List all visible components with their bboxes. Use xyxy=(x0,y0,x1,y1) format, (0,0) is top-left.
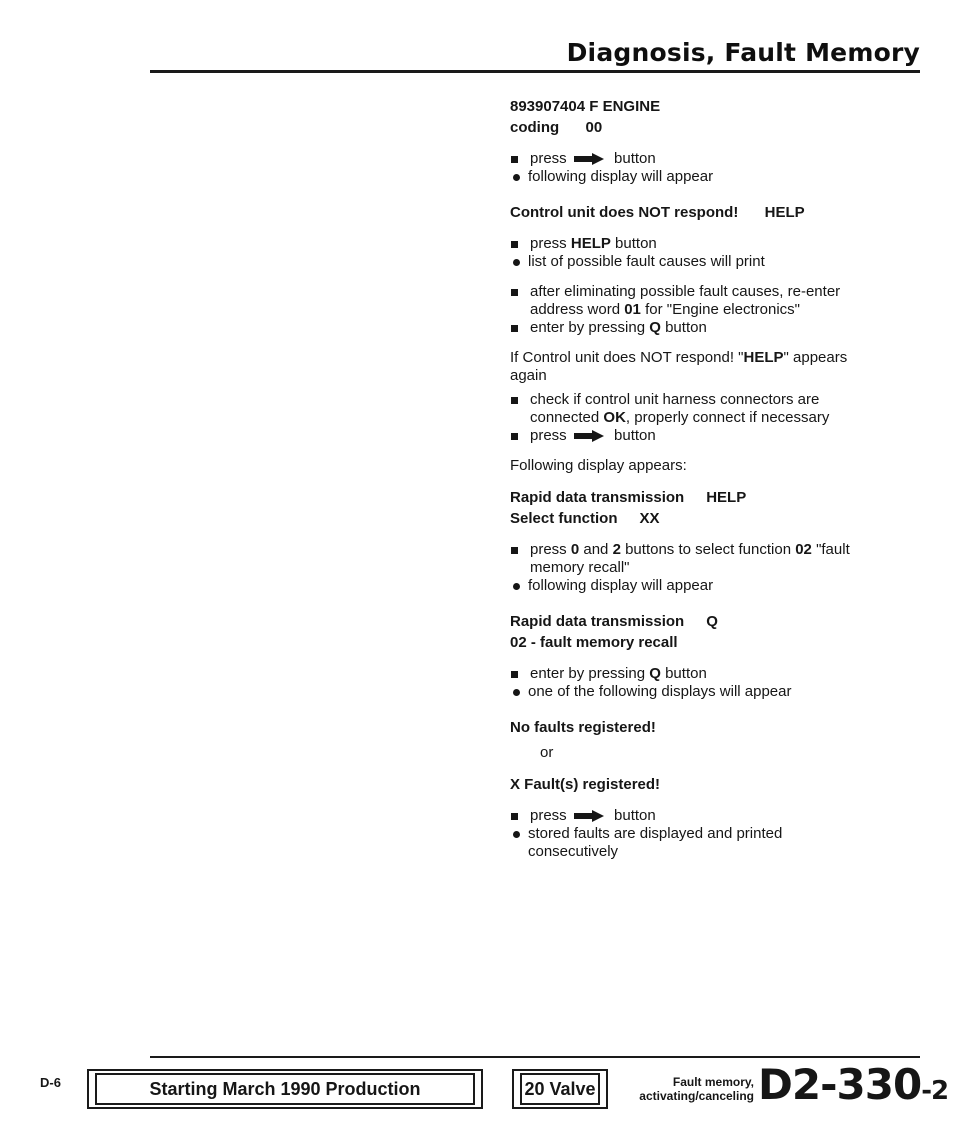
display-readout-3-line-1: Rapid data transmission Q xyxy=(510,613,718,630)
square-bullet-icon xyxy=(511,813,518,820)
display-readout-2-line-1: Rapid data transmission HELP xyxy=(510,489,747,506)
square-bullet-icon xyxy=(511,397,518,404)
sub-step: following display will appear xyxy=(510,168,910,186)
arrow-button-icon xyxy=(574,430,604,442)
display-readout-2-line-2: Select function XX xyxy=(510,510,660,527)
page-title: Diagnosis, Fault Memory xyxy=(566,38,920,67)
footer-divider xyxy=(150,1056,920,1058)
header-divider xyxy=(150,70,920,73)
round-bullet-icon xyxy=(513,831,520,838)
section-title: Fault memory, activating/canceling xyxy=(639,1075,754,1103)
sub-step: list of possible fault causes will print xyxy=(510,253,910,271)
square-bullet-icon xyxy=(511,156,518,163)
paragraph-following-display: Following display appears: xyxy=(510,457,687,474)
engine-line: 893907404 F ENGINE xyxy=(510,98,661,115)
step-enter-q: enter by pressing Q button xyxy=(510,319,910,337)
procedure-content xyxy=(510,96,910,861)
display-readout-4: No faults registered! xyxy=(510,719,656,736)
square-bullet-icon xyxy=(511,433,518,440)
square-bullet-icon xyxy=(511,547,518,554)
arrow-button-icon xyxy=(574,810,604,822)
sub-step: stored faults are displayed and printed consecutively xyxy=(510,825,910,861)
step-re-enter-address: after eliminating possible fault causes, re-enter address word 01 for "Engine electronics" xyxy=(510,283,910,319)
display-readout-3-line-2: 02 - fault memory recall xyxy=(510,634,678,651)
coding-label: coding xyxy=(510,119,560,136)
production-box xyxy=(87,1069,483,1109)
step-press-arrow-1: press button xyxy=(510,150,910,168)
round-bullet-icon xyxy=(513,689,520,696)
page-number: D-6 xyxy=(40,1075,61,1090)
square-bullet-icon xyxy=(511,289,518,296)
step-enter-q-2: enter by pressing Q button xyxy=(510,665,910,683)
step-press-arrow-3: press button xyxy=(510,807,910,825)
step-press-arrow-2: press button xyxy=(510,427,910,445)
coding-value: 00 xyxy=(585,119,603,136)
square-bullet-icon xyxy=(511,325,518,332)
round-bullet-icon xyxy=(513,583,520,590)
or-text: or xyxy=(540,744,554,761)
square-bullet-icon xyxy=(511,671,518,678)
coding-line xyxy=(510,117,910,138)
sub-step: following display will appear xyxy=(510,577,910,595)
square-bullet-icon xyxy=(511,241,518,248)
valve-label: 20 Valve xyxy=(520,1073,600,1105)
arrow-button-icon xyxy=(574,153,604,165)
sub-step: one of the following displays will appear xyxy=(510,683,910,701)
step-check-connectors: check if control unit harness connectors are connected OK, properly connect if necessary xyxy=(510,391,910,427)
valve-box xyxy=(512,1069,608,1109)
step-select-function: press 0 and 2 buttons to select function 02 "fault memory recall" xyxy=(510,541,910,577)
display-readout-1: Control unit does NOT respond! HELP xyxy=(510,204,805,221)
paragraph-no-response: If Control unit does NOT respond! "HELP" appears again xyxy=(510,349,848,384)
step-press-help: press HELP button xyxy=(510,235,910,253)
section-code: D2-330-2 xyxy=(758,1060,949,1109)
round-bullet-icon xyxy=(513,259,520,266)
production-label: Starting March 1990 Production xyxy=(95,1073,475,1105)
display-readout-5: X Fault(s) registered! xyxy=(510,776,661,793)
round-bullet-icon xyxy=(513,174,520,181)
